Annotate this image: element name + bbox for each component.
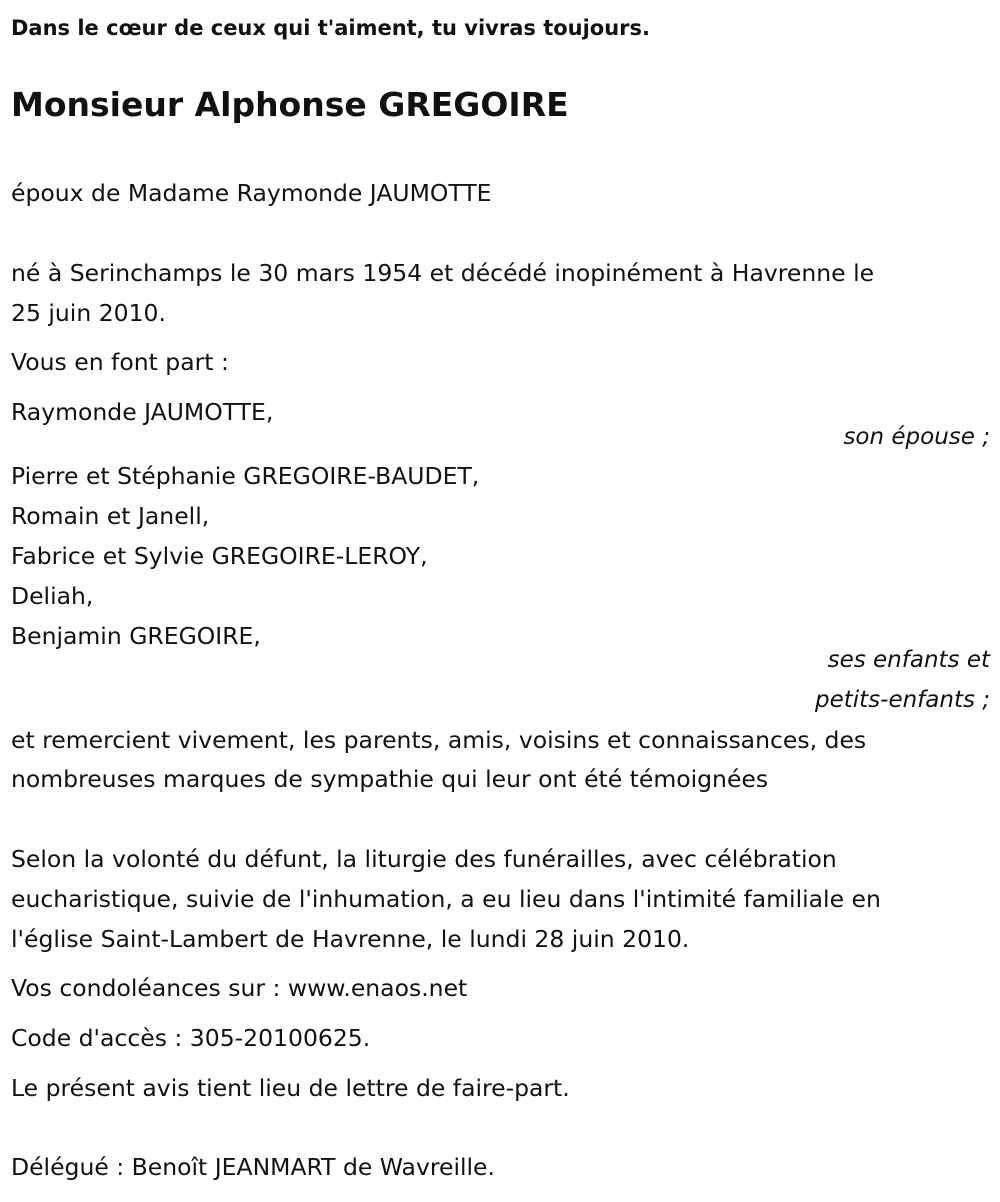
access-code: Code d'accès : 305-20100625. [11, 1024, 371, 1052]
family-child: Benjamin GREGOIRE, [11, 622, 261, 650]
condolences: Vos condoléances sur : www.enaos.net [11, 974, 468, 1002]
thanks-line: nombreuses marques de sympathie qui leur ont été témoignées [11, 765, 769, 793]
funeral-line: eucharistique, suivie de l'inhumation, a eu lieu dans l'intimité familiale en [11, 885, 881, 913]
family-child: Deliah, [11, 582, 94, 610]
children-role: petits-enfants ; [814, 687, 990, 713]
children-role: ses enfants et [827, 647, 990, 673]
birth-death-line: 25 juin 2010. [11, 299, 166, 327]
family-child: Pierre et Stéphanie GREGOIRE-BAUDET, [11, 462, 480, 490]
spouse-line: époux de Madame Raymonde JAUMOTTE [11, 179, 492, 207]
delegate: Délégué : Benoît JEANMART de Wavreille. [11, 1153, 495, 1181]
spouse-role: son épouse ; [843, 424, 990, 450]
thanks-line: et remercient vivement, les parents, amis, voisins et connaissances, des [11, 726, 867, 754]
family-child: Fabrice et Sylvie GREGOIRE-LEROY, [11, 542, 428, 570]
funeral-line: l'église Saint-Lambert de Havrenne, le lundi 28 juin 2010. [11, 925, 690, 953]
family-spouse: Raymonde JAUMOTTE, [11, 398, 274, 426]
funeral-line: Selon la volonté du défunt, la liturgie des funérailles, avec célébration [11, 845, 837, 873]
birth-death-line: né à Serinchamps le 30 mars 1954 et décédé inopinément à Havrenne le [11, 259, 875, 287]
notice: Le présent avis tient lieu de lettre de faire-part. [11, 1074, 570, 1102]
announce: Vous en font part : [11, 348, 229, 376]
family-child: Romain et Janell, [11, 502, 210, 530]
tagline: Dans le cœur de ceux qui t'aiment, tu vivras toujours. [11, 16, 651, 40]
page-title: Monsieur Alphonse GREGOIRE [11, 85, 569, 124]
